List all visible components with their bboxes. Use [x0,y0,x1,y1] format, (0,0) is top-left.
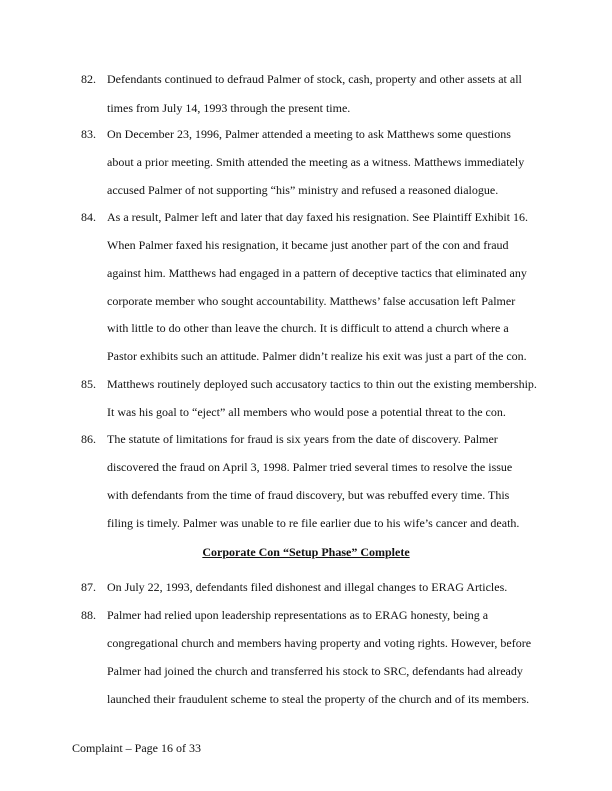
paragraph-number: 86. [81,432,96,446]
section-heading: Corporate Con “Setup Phase” Complete [202,545,410,559]
paragraph-line: launched their fraudulent scheme to steal the property of the church and of its members. [107,692,530,706]
paragraph-line: against him. Matthews had engaged in a pattern of deceptive tactics that eliminated any [107,266,527,280]
paragraph-line: As a result, Palmer left and later that day faxed his resignation. See Plaintiff Exhibit 16. [107,210,529,224]
paragraph-line: Defendants continued to defraud Palmer of stock, cash, property and other assets at all [107,72,522,86]
paragraph-line: The statute of limitations for fraud is six years from the date of discovery. Palmer [107,432,498,446]
paragraph-line: It was his goal to “eject” all members who would pose a potential threat to the con. [107,405,506,419]
paragraph-line: Pastor exhibits such an attitude. Palmer didn’t realize his exit was just a part of the con. [107,349,527,363]
paragraph-line: When Palmer faxed his resignation, it became just another part of the con and fraud [107,238,509,252]
paragraph-line: On July 22, 1993, defendants filed dishonest and illegal changes to ERAG Articles. [107,580,508,594]
paragraph-line: corporate member who sought accountability. Matthews’ false accusation left Palmer [107,294,516,308]
paragraph-line: about a prior meeting. Smith attended the meeting as a witness. Matthews immediately [107,155,525,169]
paragraph-number: 84. [81,210,96,224]
paragraph-line: accused Palmer of not supporting “his” ministry and refused a reasoned dialogue. [107,183,499,197]
paragraph-line: with defendants from the time of fraud discovery, but was rebuffed every time. This [107,488,510,502]
paragraph-number: 88. [81,608,96,622]
paragraph-line: with little to do other than leave the church. It is difficult to attend a church where a [107,321,509,335]
paragraph-line: congregational church and members having property and voting rights. However, before [107,636,532,650]
paragraph-line: filing is timely. Palmer was unable to re file earlier due to his wife’s cancer and death. [107,516,520,530]
paragraph-line: times from July 14, 1993 through the present time. [107,101,351,115]
paragraph-number: 87. [81,580,96,594]
paragraph-number: 83. [81,127,96,141]
paragraph-line: Matthews routinely deployed such accusatory tactics to thin out the existing membership. [107,377,537,391]
paragraph-number: 85. [81,377,96,391]
paragraph-line: On December 23, 1996, Palmer attended a meeting to ask Matthews some questions [107,127,511,141]
paragraph-line: Palmer had joined the church and transferred his stock to SRC, defendants had already [107,664,523,678]
paragraph-number: 82. [81,72,96,86]
paragraph-line: discovered the fraud on April 3, 1998. Palmer tried several times to resolve the issue [107,460,513,474]
page-footer: Complaint – Page 16 of 33 [72,741,201,755]
paragraph-line: Palmer had relied upon leadership representations as to ERAG honesty, being a [107,608,489,622]
